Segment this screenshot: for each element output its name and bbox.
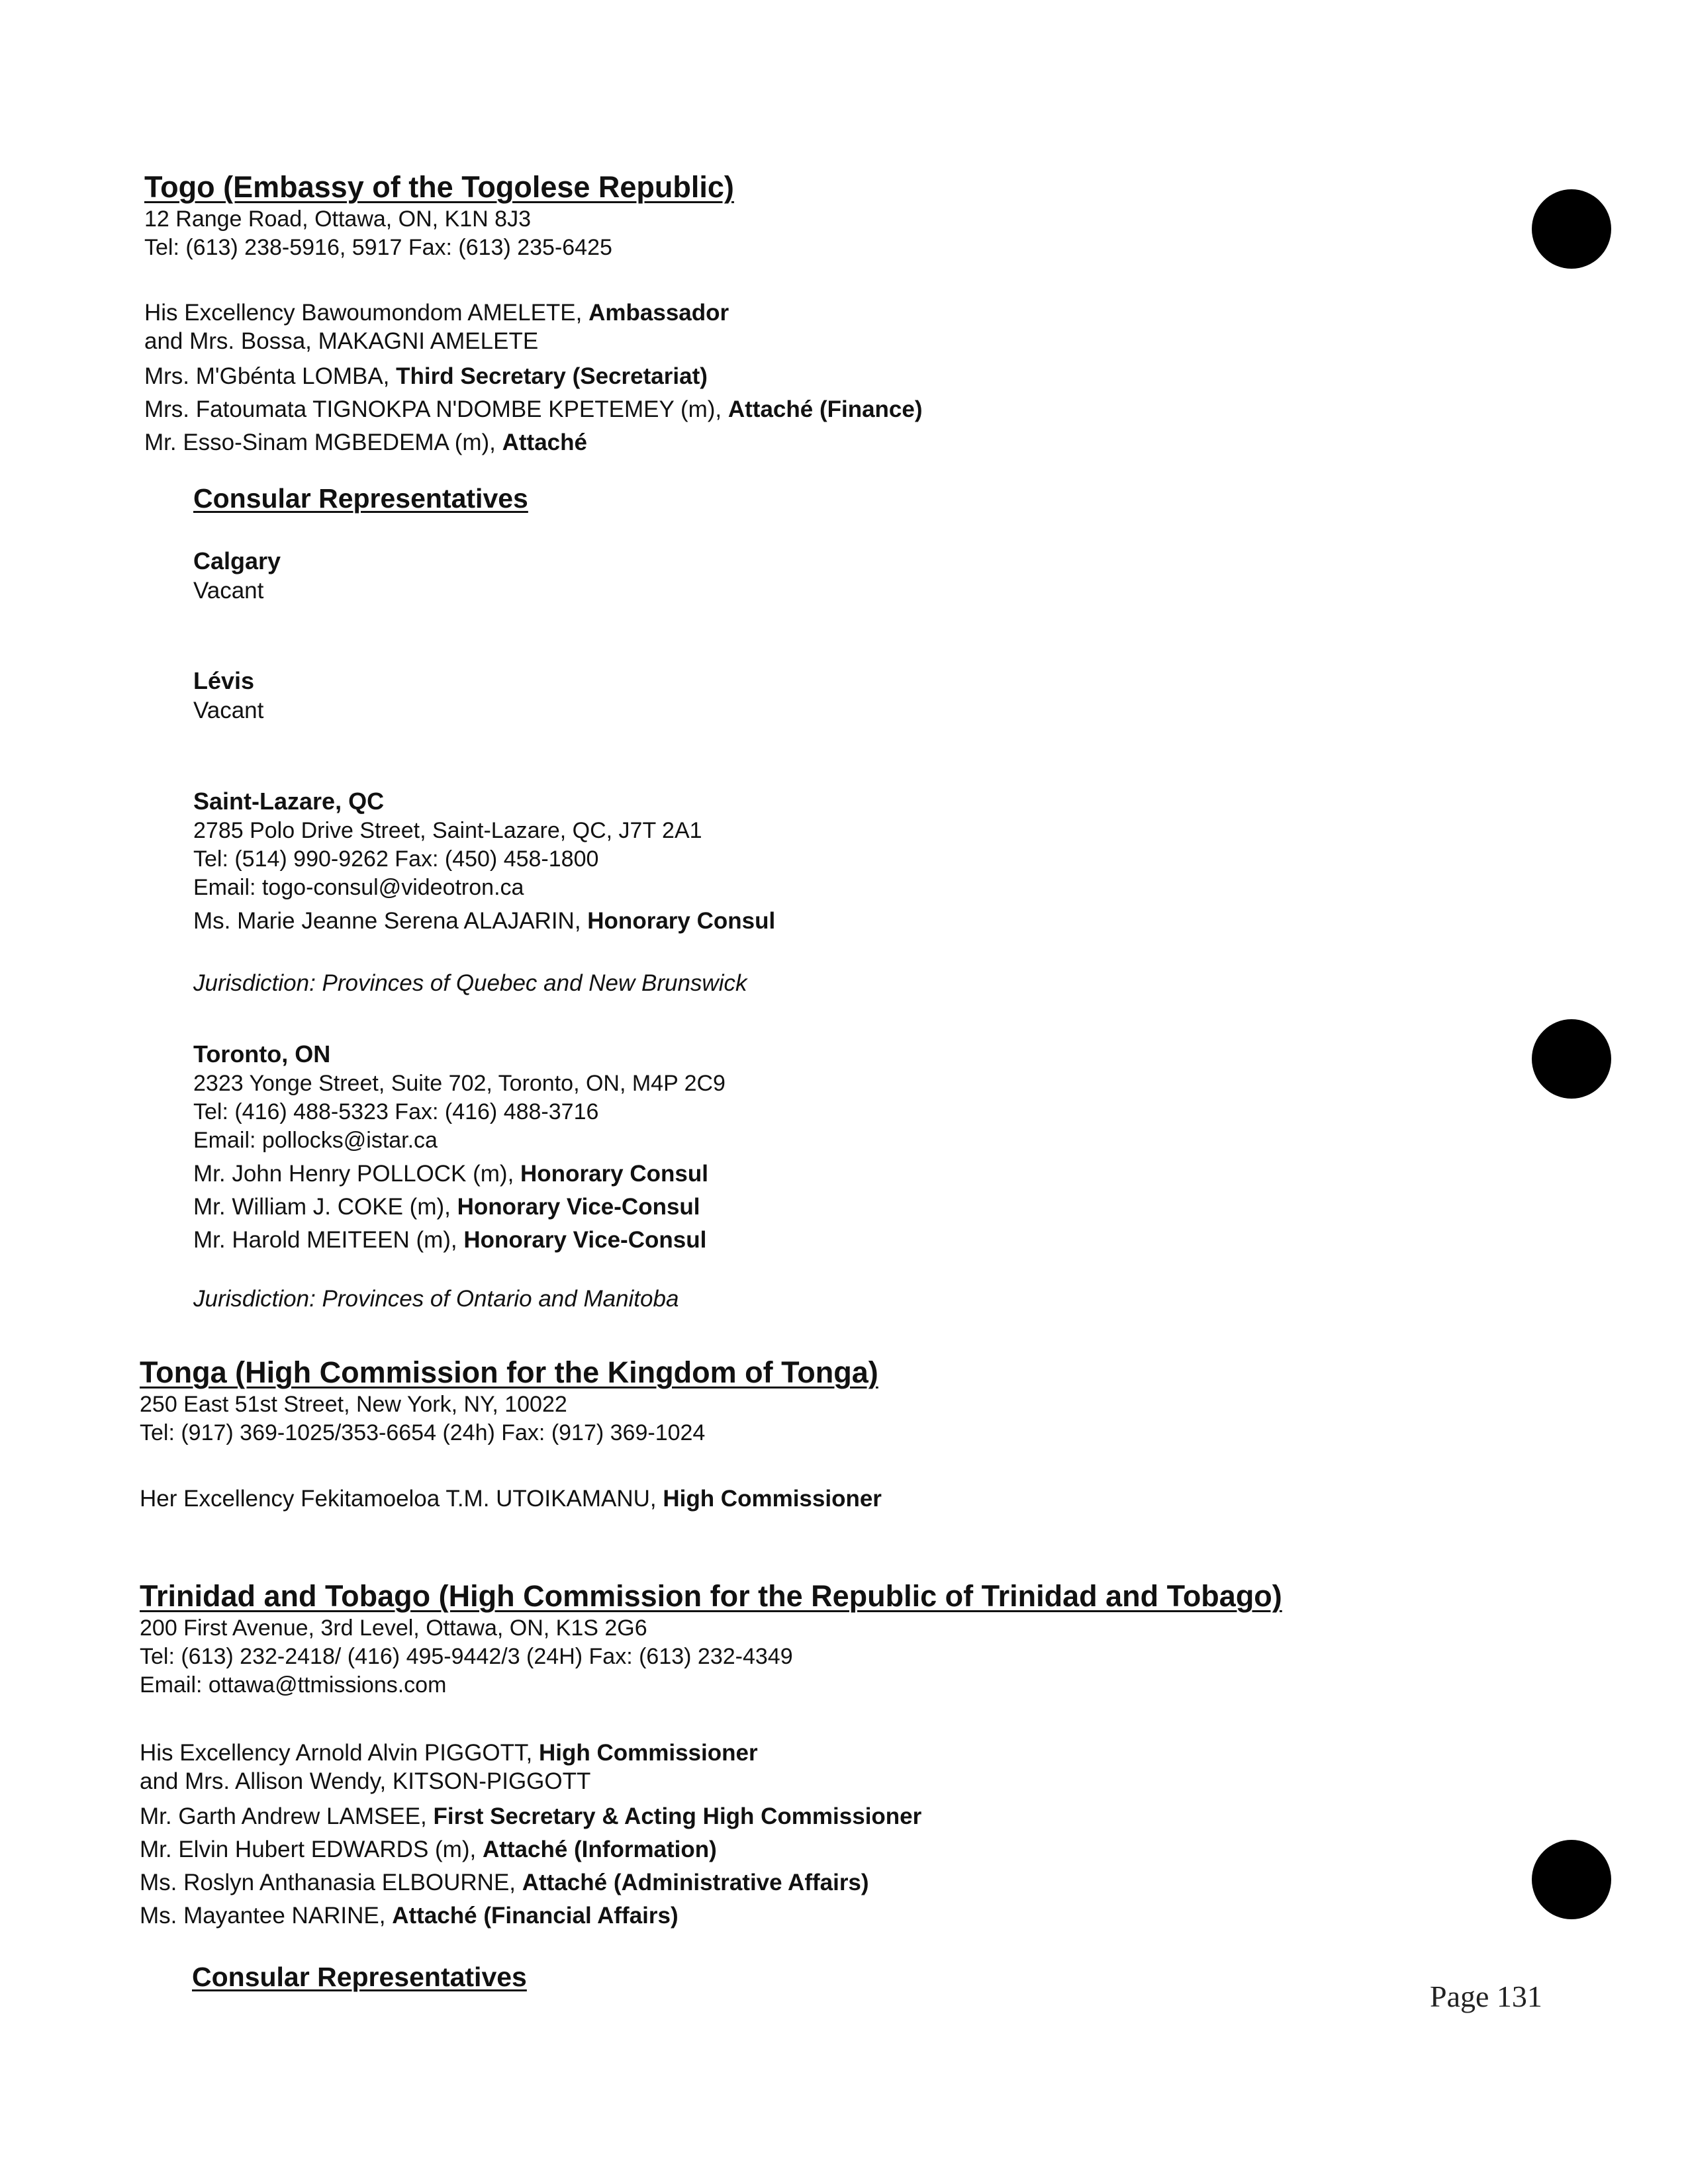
- consul-name: Mr. Harold MEITEEN (m),: [193, 1227, 464, 1253]
- trinidad-section: [140, 1578, 1282, 1700]
- staff-entry: [144, 426, 923, 459]
- staff-name: Mr. Garth Andrew LAMSEE,: [140, 1803, 434, 1829]
- trinidad-address: 200 First Avenue, 3rd Level, Ottawa, ON, K1S 2G6: [140, 1615, 647, 1641]
- consulate-city: Saint-Lazare, QC: [193, 788, 385, 815]
- punch-hole-top: [1532, 189, 1611, 269]
- jurisdiction-note: Jurisdiction: Provinces of Quebec and New Brunswick: [193, 970, 747, 996]
- staff-entry: [144, 393, 923, 426]
- staff-name: Ms. Mayantee NARINE,: [140, 1903, 393, 1929]
- consulate-city: Calgary: [193, 547, 281, 574]
- staff-name: Mr. Elvin Hubert EDWARDS (m),: [140, 1837, 483, 1862]
- consul-entry: [193, 1224, 726, 1257]
- staff-title: Attaché (Financial Affairs): [392, 1903, 679, 1929]
- consular-heading: Consular Representatives: [193, 483, 528, 514]
- consul-entry: [193, 1191, 726, 1224]
- staff-title: High Commissioner: [663, 1486, 882, 1512]
- page-number: Page 131: [1430, 1979, 1542, 2013]
- consul-name: Ms. Marie Jeanne Serena ALAJARIN,: [193, 908, 588, 934]
- togo-consular-heading: [193, 482, 528, 515]
- consul-entry: [193, 905, 775, 938]
- staff-name: Mrs. M'Gbénta LOMBA,: [144, 363, 397, 389]
- consulate-email: Email: pollocks@istar.ca: [193, 1128, 438, 1153]
- togo-section: [144, 169, 734, 262]
- togo-address: 12 Range Road, Ottawa, ON, K1N 8J3: [144, 206, 531, 232]
- togo-heading: Togo (Embassy of the Togolese Republic): [144, 170, 734, 204]
- staff-title: Attaché (Information): [482, 1837, 717, 1862]
- consul-title: Honorary Consul: [587, 908, 776, 934]
- staff-name: Her Excellency Fekitamoeloa T.M. UTOIKAMANU,: [140, 1486, 663, 1512]
- staff-entry: [140, 1739, 921, 1767]
- staff-name: Mr. Esso-Sinam MGBEDEMA (m),: [144, 430, 502, 455]
- consulate-phone: Tel: (514) 990-9262 Fax: (450) 458-1800: [193, 846, 599, 872]
- consulate-saint-lazare: [193, 786, 775, 998]
- consul-title: Honorary Consul: [520, 1161, 708, 1187]
- tonga-section: [140, 1355, 882, 1516]
- staff-title: Attaché: [502, 430, 587, 455]
- staff-name: and Mrs. Allison Wendy, KITSON-PIGGOTT: [140, 1768, 591, 1794]
- consul-name: Mr. William J. COKE (m),: [193, 1194, 457, 1220]
- togo-phone: Tel: (613) 238-5916, 5917 Fax: (613) 235-6425: [144, 235, 612, 260]
- consul-title: Honorary Vice-Consul: [463, 1227, 707, 1253]
- staff-entry: [140, 1899, 921, 1933]
- consulate-city: Lévis: [193, 667, 255, 694]
- consul-entry: [193, 1158, 726, 1191]
- trinidad-heading: Trinidad and Tobago (High Commission for the Republic of Trinidad and Tobago): [140, 1579, 1282, 1613]
- staff-name: Ms. Roslyn Anthanasia ELBOURNE,: [140, 1870, 522, 1895]
- staff-entry: [144, 327, 923, 355]
- staff-entry: [140, 1866, 921, 1899]
- consul-title: Honorary Vice-Consul: [457, 1194, 700, 1220]
- staff-title: High Commissioner: [538, 1740, 758, 1766]
- staff-name: Mrs. Fatoumata TIGNOKPA N'DOMBE KPETEMEY (m),: [144, 396, 728, 422]
- staff-entry: [140, 1800, 921, 1833]
- consulate-levis: [193, 666, 263, 725]
- trinidad-consular-heading: [192, 1960, 527, 1993]
- tonga-address: 250 East 51st Street, New York, NY, 10022: [140, 1392, 567, 1417]
- tonga-heading: Tonga (High Commission for the Kingdom of Tonga): [140, 1355, 878, 1389]
- staff-title: Ambassador: [588, 300, 729, 326]
- togo-staff-list: [144, 298, 923, 459]
- staff-name: His Excellency Arnold Alvin PIGGOTT,: [140, 1740, 539, 1766]
- staff-title: Attaché (Finance): [727, 396, 923, 422]
- tonga-phone: Tel: (917) 369-1025/353-6654 (24h) Fax: (917) 369-1024: [140, 1420, 706, 1445]
- consular-heading: Consular Representatives: [192, 1962, 527, 1992]
- consulate-city: Toronto, ON: [193, 1040, 331, 1068]
- staff-entry: [140, 1767, 921, 1796]
- punch-hole-middle: [1532, 1019, 1611, 1099]
- consulate-toronto: [193, 1039, 726, 1314]
- consulate-status: Vacant: [193, 698, 264, 723]
- consulate-address: 2323 Yonge Street, Suite 702, Toronto, ON, M4P 2C9: [193, 1071, 726, 1096]
- consulate-address: 2785 Polo Drive Street, Saint-Lazare, QC, J7T 2A1: [193, 818, 702, 843]
- trinidad-phone: Tel: (613) 232-2418/ (416) 495-9442/3 (24H) Fax: (613) 232-4349: [140, 1644, 793, 1669]
- tonga-person: [140, 1482, 882, 1516]
- staff-name: and Mrs. Bossa, MAKAGNI AMELETE: [144, 328, 539, 354]
- trinidad-staff-list: [140, 1739, 921, 1933]
- consulate-phone: Tel: (416) 488-5323 Fax: (416) 488-3716: [193, 1099, 599, 1124]
- punch-hole-bottom: [1532, 1840, 1611, 1919]
- consul-name: Mr. John Henry POLLOCK (m),: [193, 1161, 521, 1187]
- jurisdiction-note: Jurisdiction: Provinces of Ontario and Manitoba: [193, 1286, 679, 1312]
- staff-entry: [144, 360, 923, 393]
- staff-title: Attaché (Administrative Affairs): [522, 1870, 869, 1895]
- trinidad-email: Email: ottawa@ttmissions.com: [140, 1672, 447, 1698]
- consulate-status: Vacant: [193, 578, 264, 604]
- staff-title: Third Secretary (Secretariat): [396, 363, 708, 389]
- staff-entry: [144, 298, 923, 327]
- consulate-calgary: [193, 546, 281, 605]
- staff-entry: [140, 1833, 921, 1866]
- staff-title: First Secretary & Acting High Commissioner: [433, 1803, 922, 1829]
- consulate-email: Email: togo-consul@videotron.ca: [193, 875, 524, 900]
- staff-name: His Excellency Bawoumondom AMELETE,: [144, 300, 589, 326]
